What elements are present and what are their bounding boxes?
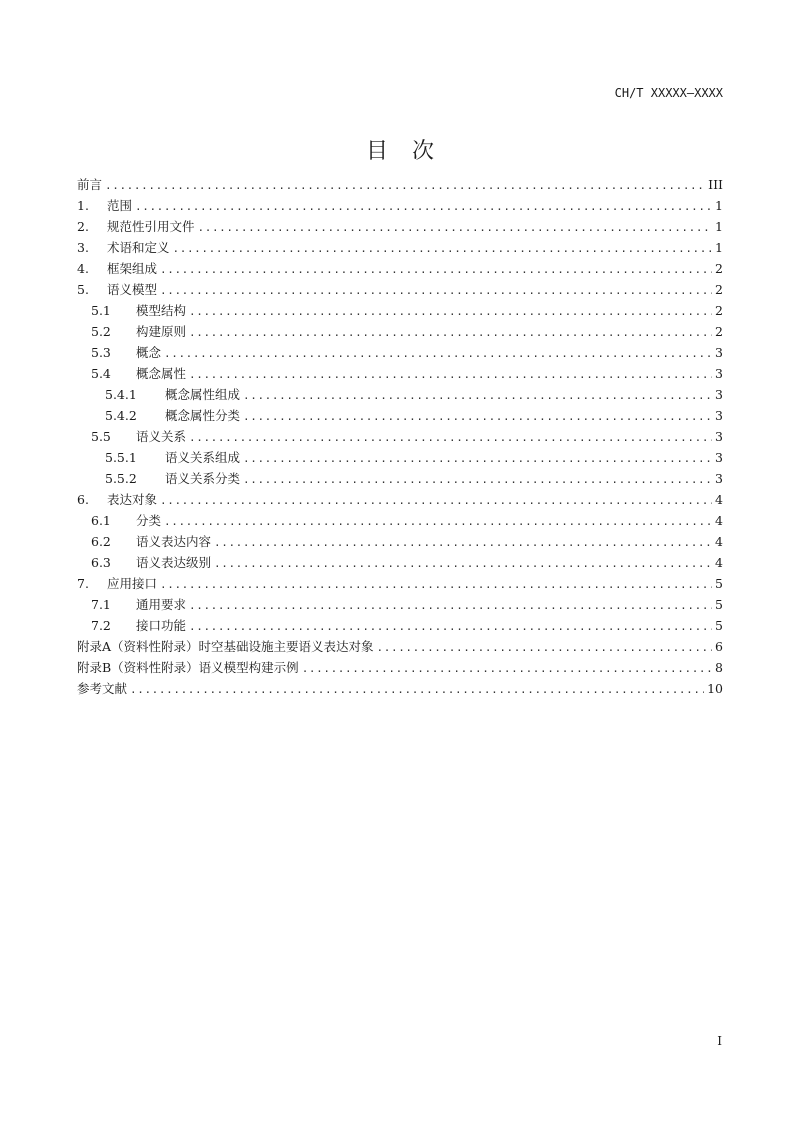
toc-entry[interactable] bbox=[77, 342, 723, 363]
toc-dot-leader bbox=[189, 322, 712, 343]
toc-dot-leader bbox=[135, 196, 712, 217]
toc-entry-number: 5.4.1 bbox=[105, 387, 137, 402]
toc-entry-label: 接口功能 bbox=[136, 618, 187, 633]
toc-entry-label: 概念属性组成 bbox=[165, 387, 241, 402]
toc-entry-label: 分类 bbox=[136, 513, 162, 528]
toc-dot-leader bbox=[160, 280, 712, 301]
toc-entry-page: 1 bbox=[715, 198, 723, 213]
toc-entry-number: 7.2 bbox=[91, 618, 111, 633]
toc-entry-label: 表达对象 bbox=[107, 492, 158, 507]
toc-entry-page: 2 bbox=[715, 324, 723, 339]
toc-entry-label: 框架组成 bbox=[107, 261, 158, 276]
toc-dot-leader bbox=[214, 532, 712, 553]
toc-entry-label: 范围 bbox=[107, 198, 133, 213]
toc-entry-number: 4. bbox=[77, 261, 89, 276]
toc-entry[interactable] bbox=[77, 636, 723, 657]
toc-entry-page: 3 bbox=[715, 366, 723, 381]
toc-entry-number: 7.1 bbox=[91, 597, 111, 612]
toc-entry-page: 2 bbox=[715, 303, 723, 318]
toc-entry-label: 概念 bbox=[136, 345, 162, 360]
toc-dot-leader bbox=[173, 238, 712, 259]
page-title: 目次 bbox=[365, 139, 458, 164]
toc-entry-label: 附录B（资料性附录）语义模型构建示例 bbox=[77, 660, 299, 675]
toc-entry[interactable] bbox=[77, 657, 723, 678]
toc-dot-leader bbox=[377, 637, 712, 658]
toc-entry-page: 10 bbox=[707, 681, 723, 696]
toc-entry-page: 5 bbox=[715, 576, 723, 591]
toc-entry-page: III bbox=[708, 177, 723, 192]
toc-dot-leader bbox=[164, 511, 712, 532]
toc-entry-page: 8 bbox=[715, 660, 723, 675]
toc-entry-label: 语义表达级别 bbox=[136, 555, 212, 570]
toc-entry-number: 5.3 bbox=[91, 345, 111, 360]
toc-entry-page: 6 bbox=[715, 639, 723, 654]
toc-entry[interactable] bbox=[77, 489, 723, 510]
toc-entry-page: 3 bbox=[715, 429, 723, 444]
toc-entry[interactable] bbox=[77, 300, 723, 321]
toc-entry-number: 6.1 bbox=[91, 513, 111, 528]
toc-entry[interactable] bbox=[77, 552, 723, 573]
toc-dot-leader bbox=[243, 448, 712, 469]
toc-entry-number: 5.4 bbox=[91, 366, 111, 381]
toc-entry[interactable] bbox=[77, 258, 723, 279]
toc-entry[interactable] bbox=[77, 594, 723, 615]
toc-entry-page: 3 bbox=[715, 345, 723, 360]
toc-entry-label: 语义模型 bbox=[107, 282, 158, 297]
toc-entry[interactable] bbox=[77, 615, 723, 636]
toc-entry-number: 5.1 bbox=[91, 303, 111, 318]
toc-entry-number: 5.2 bbox=[91, 324, 111, 339]
toc-entry-page: 4 bbox=[715, 555, 723, 570]
toc-dot-leader bbox=[214, 553, 712, 574]
toc-dot-leader bbox=[243, 385, 712, 406]
toc-entry-label: 语义关系组成 bbox=[165, 450, 241, 465]
toc-entry-page: 3 bbox=[715, 387, 723, 402]
toc-entry-number: 6. bbox=[77, 492, 89, 507]
toc-entry-page: 1 bbox=[715, 240, 723, 255]
toc-entry-number: 5.5 bbox=[91, 429, 111, 444]
toc-entry-number: 6.2 bbox=[91, 534, 111, 549]
toc-entry[interactable] bbox=[77, 468, 723, 489]
toc-entry-label: 语义关系分类 bbox=[165, 471, 241, 486]
toc-entry[interactable] bbox=[77, 237, 723, 258]
toc-entry[interactable] bbox=[77, 321, 723, 342]
toc-entry-label: 前言 bbox=[77, 177, 103, 192]
toc-dot-leader bbox=[160, 574, 712, 595]
toc-dot-leader bbox=[189, 616, 712, 637]
toc-dot-leader bbox=[160, 259, 712, 280]
toc-entry-page: 3 bbox=[715, 450, 723, 465]
toc-entry-number: 3. bbox=[77, 240, 89, 255]
toc-entry-page: 4 bbox=[715, 534, 723, 549]
toc-entry-label: 语义关系 bbox=[136, 429, 187, 444]
toc-entry[interactable] bbox=[77, 510, 723, 531]
toc-dot-leader bbox=[130, 679, 704, 700]
toc-dot-leader bbox=[243, 406, 712, 427]
toc-entry-label: 规范性引用文件 bbox=[107, 219, 195, 234]
toc-dot-leader bbox=[189, 595, 712, 616]
toc-entry[interactable] bbox=[77, 531, 723, 552]
toc-entry-number: 1. bbox=[77, 198, 89, 213]
toc-entry[interactable] bbox=[77, 279, 723, 300]
toc-entry-number: 5.5.1 bbox=[105, 450, 137, 465]
footer-page-number: I bbox=[717, 1034, 722, 1048]
toc-entry-label: 构建原则 bbox=[136, 324, 187, 339]
toc-entry-label: 模型结构 bbox=[136, 303, 187, 318]
toc-entry[interactable] bbox=[77, 216, 723, 237]
toc-entry-label: 应用接口 bbox=[107, 576, 158, 591]
toc-entry-number: 5. bbox=[77, 282, 89, 297]
toc-entry[interactable] bbox=[77, 447, 723, 468]
toc-dot-leader bbox=[189, 301, 712, 322]
toc-entry-page: 2 bbox=[715, 282, 723, 297]
toc-entry[interactable] bbox=[77, 405, 723, 426]
toc-entry-page: 3 bbox=[715, 408, 723, 423]
toc-entry-label: 概念属性分类 bbox=[165, 408, 241, 423]
toc-entry-number: 2. bbox=[77, 219, 89, 234]
toc-entry-page: 5 bbox=[715, 618, 723, 633]
toc-dot-leader bbox=[198, 217, 712, 238]
toc-dot-leader bbox=[189, 364, 712, 385]
toc-entry[interactable] bbox=[77, 174, 723, 195]
toc-entry-number: 5.5.2 bbox=[105, 471, 137, 486]
toc-entry-page: 1 bbox=[715, 219, 723, 234]
toc-dot-leader bbox=[302, 658, 712, 679]
toc-entry-page: 3 bbox=[715, 471, 723, 486]
toc-entry-page: 4 bbox=[715, 492, 723, 507]
toc-entry-page: 2 bbox=[715, 261, 723, 276]
toc-entry-page: 5 bbox=[715, 597, 723, 612]
toc-entry[interactable] bbox=[77, 363, 723, 384]
toc-entry-label: 参考文献 bbox=[77, 681, 128, 696]
toc-dot-leader bbox=[105, 175, 705, 196]
toc-entry[interactable] bbox=[77, 384, 723, 405]
toc-dot-leader bbox=[160, 490, 712, 511]
toc-entry[interactable] bbox=[77, 573, 723, 594]
toc-entry-label: 附录A（资料性附录）时空基础设施主要语义表达对象 bbox=[77, 639, 374, 654]
toc-entry-label: 术语和定义 bbox=[107, 240, 170, 255]
toc-entry-label: 概念属性 bbox=[136, 366, 187, 381]
toc-entry-number: 5.4.2 bbox=[105, 408, 137, 423]
toc-entry-number: 7. bbox=[77, 576, 89, 591]
toc-entry-number: 6.3 bbox=[91, 555, 111, 570]
toc-entry[interactable] bbox=[77, 195, 723, 216]
table-of-contents bbox=[77, 174, 723, 699]
toc-entry-label: 语义表达内容 bbox=[136, 534, 212, 549]
toc-entry-page: 4 bbox=[715, 513, 723, 528]
toc-entry-label: 通用要求 bbox=[136, 597, 187, 612]
toc-entry[interactable] bbox=[77, 678, 723, 699]
toc-entry[interactable] bbox=[77, 426, 723, 447]
toc-dot-leader bbox=[189, 427, 712, 448]
toc-dot-leader bbox=[164, 343, 712, 364]
document-code: CH/T XXXXX—XXXX bbox=[614, 86, 723, 100]
toc-dot-leader bbox=[243, 469, 712, 490]
